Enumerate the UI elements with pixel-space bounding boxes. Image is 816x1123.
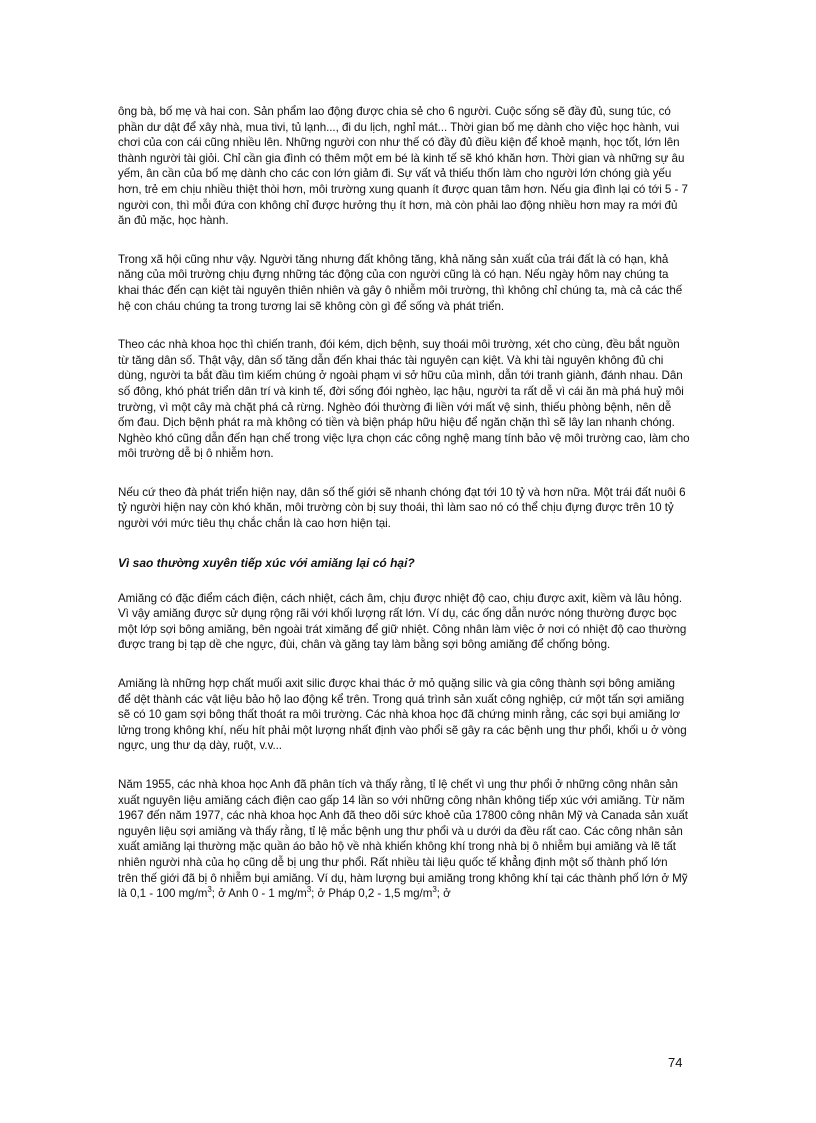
section-heading: Vì sao thường xuyên tiếp xúc với amiăng lại có hại? [118,555,415,570]
paragraph-2: Trong xã hội cũng như vậy. Người tăng nhưng đất không tăng, khả năng sản xuất của trái đất là có hạn, khả năng của môi trường chịu đựng những tác động của con người cũng là có hạn. Nếu ngày hôm nay chúng ta khai thác đến cạn kiệt tài nguyên thiên nhiên và gây ô nhiễm môi trường, thì không chỉ chúng ta, mà cả các thế hệ con cháu chúng ta trong tương lai sẽ không còn gì để sống và phát triển. [118,252,683,313]
paragraph-7-text: Năm 1955, các nhà khoa học Anh đã phân tích và thấy rằng, tỉ lệ chết vì ung thư phổi ở những công nhân sản xuất nguyên liệu amiăng cách điện cao gấp 14 lần so với những công nhân không tiếp xúc với amiăng. Từ năm 1967 đến năm 1977, các nhà khoa học Anh đã theo dõi sức khoẻ của 17800 công nhân Mỹ và Canada sản xuất nguyên liệu sợi amiăng và thấy rằng, tỉ lệ mắc bệnh ung thư phổi và u dưới da đều rất cao. Các công nhân sản xuất amiăng lại thường mặc quần áo bảo hộ về nhà khiến không khí trong nhà bị ô nhiễm bụi amiăng và lẽ tất nhiên người nhà của họ cũng dễ bị ung thư phổi. Rất nhiều tài liệu quốc tế khẳng định một số thành phố lớn trên thế giới đã bị ô nhiễm bụi amiăng. Ví dụ, hàm lượng bụi amiăng trong không khí tại các thành phố lớn ở Mỹ là 0,1 - 100 mg/m [118,778,688,901]
page-number: 74 [668,1055,683,1070]
paragraph-7 [118,777,690,902]
paragraph-6: Amiăng là những hợp chất muối axit silic được khai thác ở mỏ quặng silic và gia công thành sợi bông amiăng để dệt thành các vật liệu bảo hộ lao động kể trên. Trong quá trình sản xuất công nghiệp, cứ một tấn sợi amiăng sẽ có 10 gam sợi bông thất thoát ra môi trường. Các nhà khoa học đã chứng minh rằng, các sợi bụi amiăng lơ lửng trong không khí, nếu hít phải một lượng nhất định vào phổi sẽ gây ra các bệnh ung thư phổi, khối u ở vòng ngực, ung thư dạ dày, ruột, v.v... [118,677,687,753]
document-body [118,104,690,925]
paragraph-7-text-3: ; ở Pháp 0,2 - 1,5 mg/m [311,887,433,901]
paragraph-7-tail: ; ở [436,887,451,901]
superscript: 3 [306,885,312,895]
paragraph-1: ông bà, bố mẹ và hai con. Sản phẩm lao động được chia sẻ cho 6 người. Cuộc sống sẽ đầy đủ, sung túc, có phần dư dật để xây nhà, mua tivi, tủ lạnh..., đi du lịch, nghỉ mát... Thời gian bố mẹ dành cho việc học hành, vui chơi của con cái cũng nhiều lên. Những người con như thế có đầy đủ điều kiện để khoẻ mạnh, học tốt, lớn lên thành người tài giỏi. Chỉ cần gia đình có thêm một em bé là kinh tế sẽ khó khăn hơn. Thời gian và những sự âu yếm, ân cần của bố mẹ dành cho các con lớn giảm đi. Sự vất vả thiếu thốn làm cho người lớn chóng già yếu hơn, trẻ em chịu nhiều thiệt thòi hơn, môi trường xung quanh ít được quan tâm hơn. Nếu gia đình lại có tới 5 - 7 người con, thì mỗi đứa con không chỉ được hưởng thụ ít hơn, mà còn phải lao động nhiều hơn may ra mới đủ ăn đủ mặc, học hành. [118,105,688,228]
paragraph-4: Nếu cứ theo đà phát triển hiện nay, dân số thế giới sẽ nhanh chóng đạt tới 10 tỷ và hơn nữa. Một trái đất nuôi 6 tỷ người hiện nay còn khó khăn, môi trường còn bị suy thoái, thì làm sao nó có thể chịu đựng được trên 10 tỷ người với mức tiêu thụ chắc chắn là cao hơn hiện tại. [118,485,686,531]
paragraph-3: Theo các nhà khoa học thì chiến tranh, đói kém, dịch bệnh, suy thoái môi trường, xét cho cùng, đều bắt nguồn từ tăng dân số. Thật vậy, dân số tăng dẫn đến khai thác tài nguyên cạn kiệt. Và khi tài nguyên không đủ chi dùng, người ta bắt đầu tìm kiếm chúng ở ngoài phạm vi sở hữu của mình, dẫn tới tranh giành, đánh nhau. Dân số đông, khó phát triển dân trí và kinh tế, đời sống đói nghèo, lạc hậu, người ta rất dễ vì cái ăn mà phá huỷ môi trường, vì một cây mà chặt phá cả rừng. Nghèo đói thường đi liền với mất vệ sinh, thiếu phòng bệnh, nên dễ ốm đau. Dịch bệnh phát ra mà không có tiền và biện pháp hữu hiệu để ngăn chặn thì sẽ lây lan nhanh chóng. Nghèo khó cũng dẫn đến hạn chế trong việc lựa chọn các công nghệ mang tính bảo vệ môi trường cao, làm cho môi trường dễ bị ô nhiễm hơn. [118,338,690,461]
paragraph-7-text-2: ; ở Anh 0 - 1 mg/m [211,887,307,901]
superscript: 3 [207,885,212,895]
superscript: 3 [432,885,437,895]
paragraph-5: Amiăng có đặc điểm cách điện, cách nhiệt, cách âm, chịu được nhiệt độ cao, chịu được axit, kiềm và lâu hỏng. Vì vậy amiăng được sử dụng rộng rãi với khối lượng rất lớn. Ví dụ, các ống dẫn nước nóng thường được bọc một lớp sợi bông amiăng, bên ngoài trát ximăng để giữ nhiệt. Công nhân làm việc ở nơi có nhiệt độ cao thường được trang bị tạp dề che ngực, đùi, chân và găng tay làm bằng sợi bông amiăng để chống bỏng. [118,591,687,652]
